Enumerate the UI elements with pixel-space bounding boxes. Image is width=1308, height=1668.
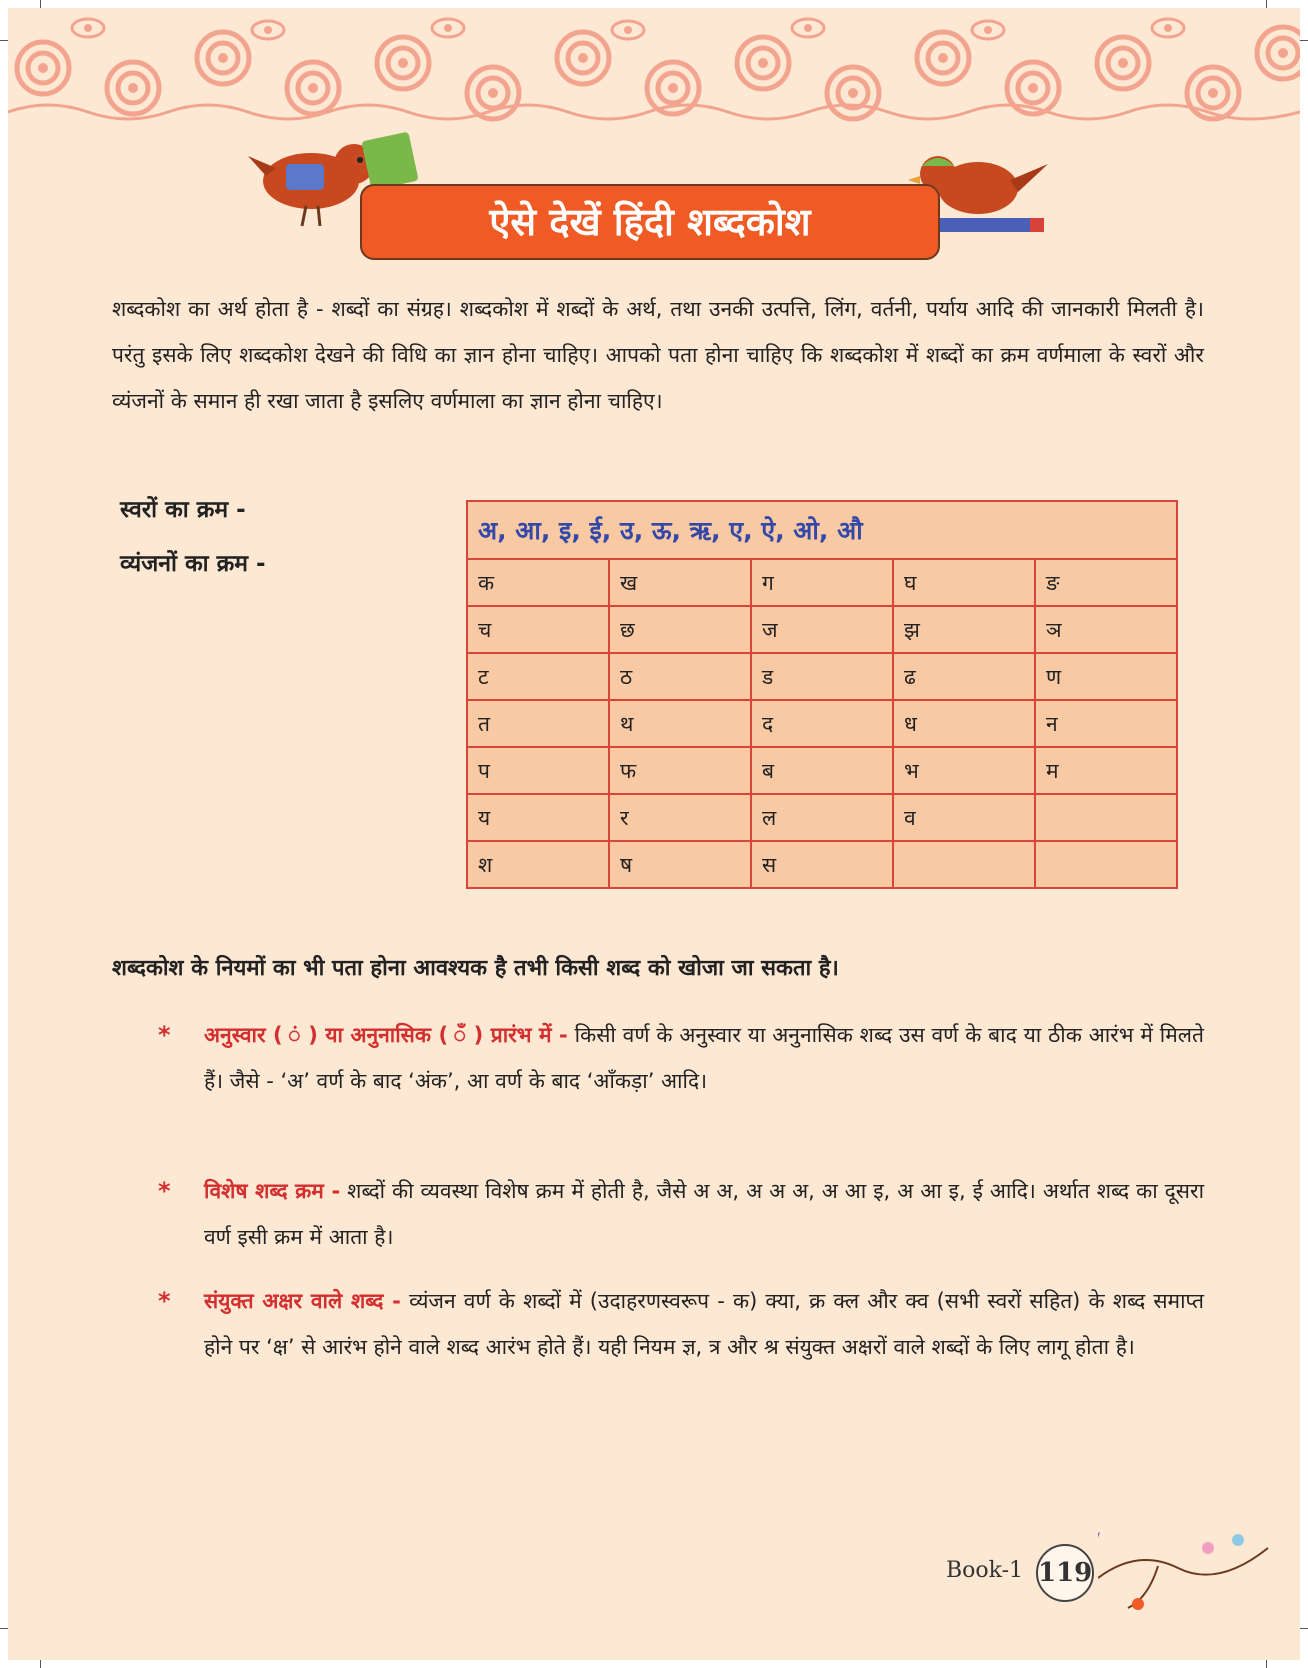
rule-text: किसी वर्ण के अनुस्वार या अनुनासिक शब्द उस वर्ण के बाद या ठीक आरंभ में मिलते हैं। जैसे - ‘अ’ वर्ण के बाद ‘अंक’, आ वर्ण के बाद ‘आँकड़ा’ आदि। bbox=[204, 1023, 1204, 1093]
consonant-cell: ढ bbox=[893, 653, 1035, 700]
rule-text: शब्दों की व्यवस्था विशेष क्रम में होती है, जैसे अ अ, अ अ अ, अ आ इ, अ आ इ, ई आदि। अर्थात शब्द का दूसरा वर्ण इसी क्रम में आता है। bbox=[204, 1179, 1205, 1249]
rule-item bbox=[158, 1278, 1204, 1370]
consonant-row bbox=[467, 747, 1177, 794]
consonant-cell: व bbox=[893, 794, 1035, 841]
rule-heading: विशेष शब्द क्रम - bbox=[204, 1179, 341, 1203]
consonant-cell: श bbox=[467, 841, 609, 888]
consonant-cell: च bbox=[467, 606, 609, 653]
consonant-cell: झ bbox=[893, 606, 1035, 653]
consonant-cell: ज bbox=[751, 606, 893, 653]
consonant-cell: क bbox=[467, 559, 609, 606]
vowel-row bbox=[467, 501, 1177, 559]
rule-item bbox=[158, 1168, 1205, 1260]
vowels-cell: अ, आ, इ, ई, उ, ऊ, ऋ, ए, ऐ, ओ, औ bbox=[467, 501, 1177, 559]
bullet-star-icon: * bbox=[158, 1287, 171, 1315]
consonant-row bbox=[467, 794, 1177, 841]
consonant-cell: ण bbox=[1035, 653, 1177, 700]
page bbox=[8, 8, 1300, 1660]
consonant-cell bbox=[1035, 794, 1177, 841]
intro-paragraph: शब्दकोश का अर्थ होता है - शब्दों का संग्रह। शब्दकोश में शब्दों के अर्थ, तथा उनकी उत्पत्ति, लिंग, वर्तनी, पर्याय आदि की जानकारी मिलती है। परंतु इसके लिए शब्दकोश देखने की विधि का ज्ञान होना चाहिए। आपको पता होना चाहिए कि शब्दकोश में शब्दों का क्रम वर्णमाला के स्वरों और व्यंजनों के समान ही रखा जाता है इसलिए वर्णमाला का ज्ञान होना चाहिए। bbox=[112, 297, 1204, 413]
consonant-cell: घ bbox=[893, 559, 1035, 606]
consonant-row bbox=[467, 606, 1177, 653]
alphabet-table bbox=[466, 500, 1178, 889]
consonant-cell: ब bbox=[751, 747, 893, 794]
consonant-cell: भ bbox=[893, 747, 1035, 794]
consonant-cell: ग bbox=[751, 559, 893, 606]
consonant-row bbox=[467, 653, 1177, 700]
consonant-cell: ठ bbox=[609, 653, 751, 700]
rule-item bbox=[158, 1012, 1204, 1104]
consonant-row bbox=[467, 841, 1177, 888]
consonant-cell: ष bbox=[609, 841, 751, 888]
consonant-cell: छ bbox=[609, 606, 751, 653]
consonant-cell: द bbox=[751, 700, 893, 747]
consonant-cell: थ bbox=[609, 700, 751, 747]
consonant-cell: ड bbox=[751, 653, 893, 700]
consonant-cell: ट bbox=[467, 653, 609, 700]
bullet-star-icon: * bbox=[158, 1177, 171, 1205]
consonant-cell: ञ bbox=[1035, 606, 1177, 653]
floral-vine-decoration bbox=[1098, 1518, 1278, 1618]
consonant-cell: स bbox=[751, 841, 893, 888]
vowel-order-label: स्वरों का क्रम - bbox=[120, 497, 246, 523]
consonant-cell: प bbox=[467, 747, 609, 794]
book-label: Book-1 bbox=[946, 1558, 1024, 1583]
consonant-cell: र bbox=[609, 794, 751, 841]
consonant-cell: त bbox=[467, 700, 609, 747]
consonant-cell: न bbox=[1035, 700, 1177, 747]
consonant-cell: य bbox=[467, 794, 609, 841]
page-title: ऐसे देखें हिंदी शब्दकोश bbox=[360, 184, 940, 260]
bullet-star-icon: * bbox=[158, 1021, 171, 1049]
consonant-cell: ल bbox=[751, 794, 893, 841]
consonant-cell: फ bbox=[609, 747, 751, 794]
consonant-cell bbox=[1035, 841, 1177, 888]
consonant-order-label: व्यंजनों का क्रम - bbox=[120, 551, 266, 577]
consonant-row bbox=[467, 559, 1177, 606]
consonant-row bbox=[467, 700, 1177, 747]
rule-heading: संयुक्त अक्षर वाले शब्द - bbox=[204, 1289, 401, 1313]
decorative-swirl-banner bbox=[8, 8, 1300, 128]
consonant-cell: म bbox=[1035, 747, 1177, 794]
consonant-cell: ङ bbox=[1035, 559, 1177, 606]
rule-heading: अनुस्वार ( ं ) या अनुनासिक ( ँ ) प्रारंभ में - bbox=[204, 1023, 568, 1047]
rules-intro: शब्दकोश के नियमों का भी पता होना आवश्यक है तभी किसी शब्द को खोजा जा सकता है। bbox=[112, 956, 839, 981]
rule-text: व्यंजन वर्ण के शब्दों में (उदाहरणस्वरूप - क) क्या, क्र क्ल और क्व (सभी स्वरों सहित) के शब्द समाप्त होने पर ‘क्ष’ से आरंभ होने वाले शब्द आरंभ होते हैं। यही नियम ज्ञ, त्र और श्र संयुक्त अक्षरों वाले शब्दों के लिए लागू होता है। bbox=[204, 1289, 1204, 1359]
consonant-cell bbox=[893, 841, 1035, 888]
consonant-cell: ख bbox=[609, 559, 751, 606]
page-number: 119 bbox=[1036, 1544, 1094, 1602]
consonant-cell: ध bbox=[893, 700, 1035, 747]
